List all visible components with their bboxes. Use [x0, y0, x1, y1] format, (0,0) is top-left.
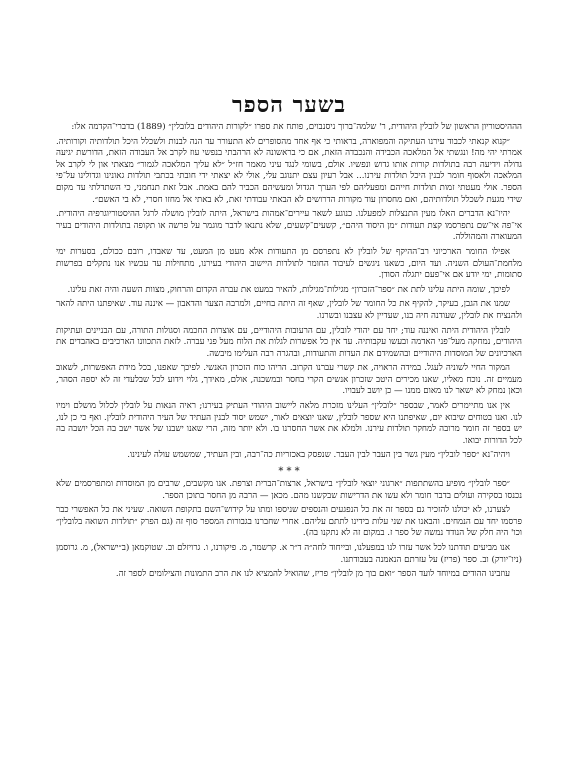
- paragraph: יהיו־נא הדברים האלו מעין התנצלות למפעלנו. כנוגע לשאר עיירים־אמהות בישראל, היתה לובלין מושלה לרגל ההיסטוריוגרפיה היהודית. אי־פה אי־שם נתפרסמו קצת תעודות ״מן היסוד היהם״, קשעים־קשעים, שלא נתנאו לדבר מוגמר על פרשה או תקופה בתולדות היהודים בעיר המעוארה והמהוללה.: [56, 209, 522, 243]
- paragraph: אין אנו מתיימרים לאמר, שבספר ״לובלין״ העלינו מזכרת מלאה ליישוב היהודי העתיק בעירנו; ראיה הנאות על לובלין לכלול מושלם וימיו לנו. ואנו בטוחים שיבוא יום, שאיפתנו היא שספר לובלין, שאנו יוצאים לאור, ישמש יסוד לבנין העתיד של העיר היהודית לובלין. ואף כי כן לנו, יש בספר זה חומר מרובה למחקר תולדות עירנו. ולמלא את אשר החסרנו בו. ולא יותר מזה, הרי שאנו ישבנו של אשד ישב בה הכל יושבה בה לכל הדורות יבואו.: [56, 401, 522, 446]
- paragraph: אנו מביעים תודתנו לכל אשר עזרו לנו במפעלנו, ובייחוד לחה״ה ד״ר א. קרשמר, מ. פיקורנו, ו. גרויזלם וב. שטוקמאן (ב״ישראל), מ. גרוסמן (ניו־יורק) וב. ספר (פריז) על עזרתם הנאמנה בעבודתנו.: [56, 543, 522, 565]
- paragraph: ויהיה־נא ״ספר לובלין״ מעין גשר בין העבר לבין העבר. שנפסק באכזריות כה־רבה, ובין העתיד, שמשמש עולה לעינינו.: [127, 450, 510, 461]
- paragraph: הההיסטוריון הראשון של לובלין היהודית, ר' שלמה־ברוך ניסנבוים, פותח את ספרו ״לקורות היהודים בלובלין״ (1889) בדברי־הקדמה אלו:: [71, 122, 522, 132]
- paragraph: לובלין היהודית היתה ואיננה עוד; יחד עם יהודי לובלין, עם הרעובות היהודיים, עם אוצרות החכמה וסגולות התורה, עם הבניינים ועתיקות היהודים, נמחקה מעל־פני האדמה ובעשו עקבותיה. עד אין כל אפשרות לגלות את הלוח מעל פני עברה. לזאת התכוונו הארכיבים באהבדים את הארכיונים של המוסדות היהודיים ובהשמידם את העדות והתעודות, ובהגרה רבה העלימו מיבשה.: [56, 325, 522, 359]
- paragraph: לפיכך, שומה היתה עלינו לתת את ״ספר־הזכרון״ מגילות־מגילות, להאיר במעט את עברה הקדום והרחוק, מצוות השעה והיה זאת עלינו.: [67, 284, 510, 295]
- paragraph: שמנו את הגבן, בעיקר, להקיף את כל החומר של לובלין, שאף זה היתה בחיים, ולמרבה הצער והדאבון — איננה עוד. שאיפתנו היתה להאר ולהנציח את לובלין, שעודנה חיה בנו, שעדיין לא עצבנו ובשרנו.: [56, 299, 522, 321]
- paragraph: ״ספר לובלין״ מופיע בהשתתפות ״ארגוני יוצאי לובלין״ בישראל, ארצות־הברית וצרפת. אנו מקשבים, שרבים מן המוסדות ומתפרסמים שלא נכנסו בסקירה ועולים בדבר חומר ולא עשו את הדרישות שבקשנו מהם. מכאן — הרבה מן החסר בתוכן הספר.: [56, 479, 522, 501]
- paragraph: המקור החיי לשוניה לעגל. במידה הראויה, את קשרי עברנו הקרוב. הריהו כוח הזכרון האנשי. לפיכך שאפנו, בכל מידת האפשרות, לשאוב מעמיים זה. נוכח מאליו, שאנו מכירים היטב שזכרון אנשים הקרי בחסר ובמשכנה, אולם, מאידך, גלוי וידוע לכל שבלעדי זה לא יספה הסהר, וכאן נמחק לא ישאר לנו מאום ממנו — כן יושב לעבויו.: [56, 363, 522, 397]
- section-divider: * * *: [278, 466, 300, 478]
- paragraph: לצערנו, לא יכולנו להזכיר גם בספר זה את כל הנפגעים והנספים שניספו ומתו על קידוש־השם בתקופת השואה. שעיני את כל האפשרי כבר פרסמו יחד עם הנמחים. והבאנו את שני עלות בידינו לתתם עליהם. אחרי שחברנו בגבורות המספר סוף זה (גם הפרק ״תולדות השואה בלובלין״ וכו' היה חלק של הנודד נמשה של ספר ז. במקום זה לא נתקנו בה).: [56, 505, 522, 539]
- paragraph: אפילו החומר הארכיוני רב־ההיקף של לובלין לא נתפרסם מן התעודות אלא מעט מן המעט, עד שאבדו, רובם ככולם, בסערות ימי מלחמת־העולם השניה. ועד היום, כשאנו ניגשים לעיבוד החומר לתולדות היישוב היהודי בעירנו, מתחילות עד עכשיו אנו נתקלים בפרשות סתומות, ימי יודע אם אי־פעם יתגלה הסודן.: [56, 246, 522, 281]
- paragraph: עוזבינו ההודים במיוחד לועד הספר ״ואם בוך מן לובלין״ פריז, שהואיל להמציא לנו את הרב התמונות והצילומים לספר זה.: [115, 569, 510, 580]
- page: [56, 92, 522, 584]
- paragraph: ״קנוא קנאתי לכבוד עירנו העתיקה והמפוארה, בראותי כי אף אחד מהסופרים לא התעורר עד הנה לבנות ולשכלל היכל תולדותיה וקורותיה. אמרתי יהי מה! ונגשתי אל המלאכה הכבידה והנכבדה הזאת, אם כי בראשונה לא הרהבתי בנפשי עוז לקרב אל העבודה הזאת, הדורשת יגיעה גדולה וידיעה רבה בתולדות קורות אותו גדוש ונפשיו. אולם, בשומי לנגד עיני מאמר חז״ל ״לא עליך המלאכה לגמור״ מצאתי און לי לקרב אל המלאכה ולאסוף חומר לבנין היכל תולדות עירנו... אבל רעיון עצם יתנוגב עלי, אולי לא יצאתי ידי חובתי בכתבי תולדות גאונינו וגדולינו על־פי הספר. אולי מעטתי זמות תולדות חייהם ומפעליהם לפי הערך הגדול ומעשיהם הכביר להם באמת. אבל זאת תנחמני, כי השתדלתי עד מקום שידי מגעת לשכלל תולדותיהם, ואם מחסרון עוד מקורות הדרושים לא הבאתי עבודתי זאת, לא באתי אל מחזו חסרי, לא בי האשם״.: [56, 136, 522, 205]
- page-title: בשער הספר: [231, 92, 347, 118]
